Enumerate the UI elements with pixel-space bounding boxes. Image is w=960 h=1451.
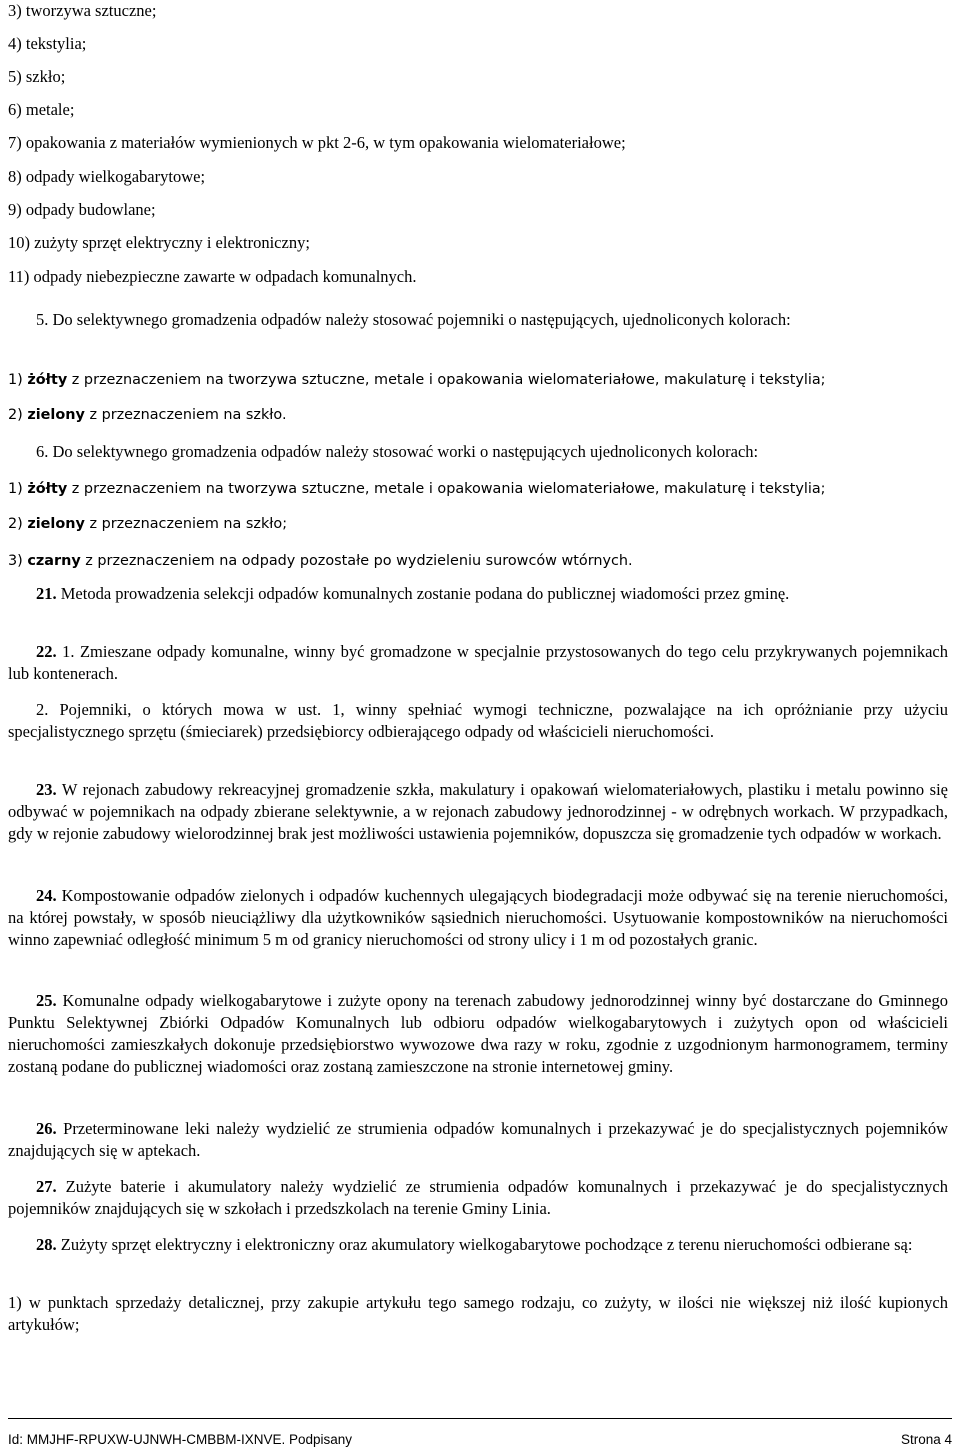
paragraph-5-lead: 5. Do selektywnego gromadzenia odpadów należy stosować pojemniki o następujących, ujednoliconych kolorach: [36, 310, 791, 329]
section-27: 27. Zużyte baterie i akumulatory należy wydzielić ze strumienia odpadów komunalnych i przekazywać je do specjalistycznych pojemników znajdujących się w szkołach i przedszkolach na terenie Gminy Linia. [8, 1177, 948, 1218]
section-26: 26. Przeterminowane leki należy wydzielić ze strumienia odpadów komunalnych i przekazywać je do specjalistycznych pojemników znajdujących się w aptekach. [8, 1119, 948, 1160]
list-item: 10) zużyty sprzęt elektryczny i elektroniczny; [8, 233, 310, 252]
list-item: 9) odpady budowlane; [8, 200, 156, 219]
bag-color-item: 1) żółty z przeznaczeniem na tworzywa sztuczne, metale i opakowania wielomateriałowe, makulaturę i tekstylia; [8, 481, 826, 497]
section-28-item-1: 1) w punktach sprzedaży detalicznej, przy zakupie artykułu tego samego rodzaju, co zużyty, w ilości nie większej niż ilość kupionych artykułów; [8, 1293, 948, 1334]
list-item: 5) szkło; [8, 67, 66, 86]
section-21: 21. Metoda prowadzenia selekcji odpadów komunalnych zostanie podana do publicznej wiadomości przez gminę. [36, 584, 790, 603]
bag-color-item: 3) czarny z przeznaczeniem na odpady pozostałe po wydzieleniu surowców wtórnych. [8, 553, 633, 569]
list-item: 8) odpady wielkogabarytowe; [8, 167, 206, 186]
list-item: 6) metale; [8, 100, 75, 119]
list-item: 11) odpady niebezpieczne zawarte w odpadach komunalnych. [8, 267, 417, 286]
bin-color-item: 1) żółty z przeznaczeniem na tworzywa sztuczne, metale i opakowania wielomateriałowe, makulaturę i tekstylia; [8, 372, 826, 388]
list-item: 3) tworzywa sztuczne; [8, 1, 157, 20]
list-item: 7) opakowania z materiałów wymienionych w pkt 2-6, w tym opakowania wielomateriałowe; [8, 133, 626, 152]
footer-page-number: Strona 4 [900, 1432, 952, 1447]
footer-document-id: Id: MMJHF-RPUXW-UJNWH-CMBBM-IXNVE. Podpisany [8, 1432, 353, 1447]
bag-color-item: 2) zielony z przeznaczeniem na szkło; [8, 516, 288, 532]
section-24: 24. Kompostowanie odpadów zielonych i odpadów kuchennych ulegających biodegradacji może odbywać się na terenie nieruchomości, na której powstały, w sposób nieuciążliwy dla użytkowników sąsiednich nieruchomości. Usytuowanie kompostowników na nieruchomości winno zapewniać odległość minimum 5 m od granicy nieruchomości od strony ulicy i 1 m od pozostałych granic. [8, 886, 948, 949]
section-23: 23. W rejonach zabudowy rekreacyjnej gromadzenie szkła, makulatury i opakowań wielomateriałowych, plastiku i metalu powinno się odbywać w pojemnikach na odpady zbierane selektywnie, a w rejonach zabudowy jednorodzinnej - w odrębnych workach. W przypadkach, gdy w rejonie zabudowy wielorodzinnej brak jest możliwości ustawienia pojemników, dopuszcza się gromadzenie tych odpadów w workach. [8, 780, 948, 843]
section-22-point-1: 22. 1. Zmieszane odpady komunalne, winny być gromadzone w specjalnie przystosowanych do tego celu przykrywanych pojemnikach lub kontenerach. [8, 642, 948, 683]
section-28: 28. Zużyty sprzęt elektryczny i elektroniczny oraz akumulatory wielkogabarytowe pochodzące z terenu nieruchomości odbierane są: [36, 1235, 913, 1254]
section-22-point-2: 2. Pojemniki, o których mowa w ust. 1, winny spełniać wymogi techniczne, pozwalające na ich opróżnianie przy użyciu specjalistycznego sprzętu (śmieciarek) przedsiębiorcy odbierającego odpady od właścicieli nieruchomości. [8, 700, 948, 741]
list-item: 4) tekstylia; [8, 34, 87, 53]
bin-color-item: 2) zielony z przeznaczeniem na szkło. [8, 407, 287, 423]
section-25: 25. Komunalne odpady wielkogabarytowe i zużyte opony na terenach zabudowy jednorodzinnej winny być dostarczane do Gminnego Punktu Selektywnej Zbiórki Odpadów Komunalnych lub odbioru odpadów wielkogabarytowych i zużytych opon od właścicieli nieruchomości zamieszkałych dokonuje przedsiębiorstwo wywozowe dwa razy w roku, zgodnie z uzgodnionym harmonogramem, terminy zostaną podane do publicznej wiadomości oraz zostaną zamieszczone na stronie internetowej gminy. [8, 991, 948, 1076]
paragraph-6-lead: 6. Do selektywnego gromadzenia odpadów należy stosować worki o następujących ujednoliconych kolorach: [36, 442, 759, 461]
footer-divider [8, 1418, 952, 1419]
